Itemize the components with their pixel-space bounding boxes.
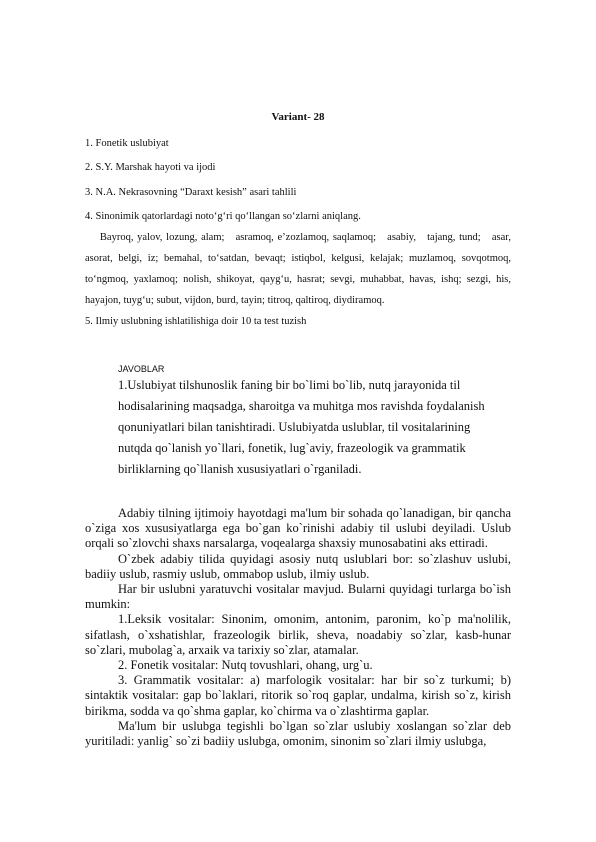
answer-line: qonuniyatlari bilan tanishtiradi. Uslubiyatda uslublar, til vositalarining (118, 420, 471, 434)
synonym-row: asorat, belgi, iz; bemahal, to‘satdan, bevaqt; istiqbol, kelgusi, kelajak; muzlamoq, sovqotmoq, (85, 253, 511, 264)
answer-1 (118, 375, 518, 480)
answer-line: birliklarning qo`llanish xususiyatlari o`rganiladi. (118, 462, 362, 476)
task-3: 3. N.A. Nekrasovning “Daraxt kesish” asari tahlili (85, 187, 297, 198)
paragraph: Ma'lum bir uslubga tegishli bo`lgan so`zlar uslubiy xoslangan so`zlar deb yuritiladi: yanlig` so`zi badiiy uslubga, omonim, sinonim so`zlari ilmiy uslubga, (85, 718, 511, 749)
answer-line: hodisalarining maqsadga, sharoitga va muhitga mos ravishda foydalanish (118, 399, 485, 413)
paragraph: 1.Leksik vositalar: Sinonim, omonim, antonim, paronim, ko`p ma'nolilik, sifatlash, o`xshatishlar, frazeologik birlik, sheva, noadabiy so`zlar, kasb-hunar so`zlari, mubolag`a, arxaik va tarixiy so`zlar, atamalar. (85, 612, 511, 657)
paragraph: Har bir uslubni yaratuvchi vositalar mavjud. Bularni quyidagi turlarga bo`ish mumkin: (85, 582, 511, 612)
task-4: 4. Sinonimik qatorlardagi noto‘g‘ri qo‘llangan so‘zlarni aniqlang. (85, 211, 361, 222)
paragraph: Adabiy tilning ijtimoiy hayotdagi ma'lum bir sohada qo`lanadigan, bir qancha o`ziga xos xususiyatlarga ega bo`gan ko`rinishi adabiy til uslubi deyiladi. Uslub orqali so`zlovchi shaxs narsalarga, voqealarga shaxsiy munosabatini aks ettiradi. (85, 506, 511, 551)
answer-line: 1.Uslubiyat tilshunoslik faning bir bo`limi bo`lib, nutq jarayonida til (118, 378, 461, 392)
synonym-row: Bayroq, yalov, lozung, alam; asramoq, e’zozlamoq, saqlamoq; asabiy, tajang, tund; asar, (85, 232, 511, 243)
synonym-rows (85, 227, 511, 311)
synonym-row: to‘ngmoq, yaxlamoq; nolish, shikoyat, qayg‘u, hasrat; sevgi, muhabbat, havas, ishq; sezgi, his, (85, 274, 511, 285)
paragraph: 3. Grammatik vositalar: a) marfologik vositalar: har bir so`z turkumi; b) sintaktik vositalar: gap bo`laklari, ritorik so`roq gaplar, undalma, kirish so`z, kirish birikma, sodda va qo`shma gaplar, ko`chirma va o`zlashtirma gaplar. (85, 673, 511, 718)
answer-line: nutqda qo`lanish yo`llari, fonetik, lug`aviy, frazeologik va grammatik (118, 441, 466, 455)
task-5: 5. Ilmiy uslubning ishlatilishiga doir 10 ta test tuzish (85, 316, 307, 327)
paragraph: 2. Fonetik vositalar: Nutq tovushlari, ohang, urg`u. (118, 658, 373, 673)
paragraph: O`zbek adabiy tilida quyidagi asosiy nutq uslublari bor: so`zlashuv uslubi, badiiy uslub, rasmiy uslub, ommabop uslub, ilmiy uslub. (85, 551, 511, 581)
body-text (85, 506, 511, 749)
task-2: 2. S.Y. Marshak hayoti va ijodi (85, 162, 216, 173)
answers-heading: JAVOBLAR (118, 364, 165, 374)
variant-title: Variant- 28 (271, 111, 325, 123)
task-1: 1. Fonetik uslubiyat (85, 138, 169, 149)
synonym-row: hayajon, tuyg‘u; subut, vijdon, burd, tayin; titroq, qaltiroq, diydiramoq. (85, 295, 385, 306)
